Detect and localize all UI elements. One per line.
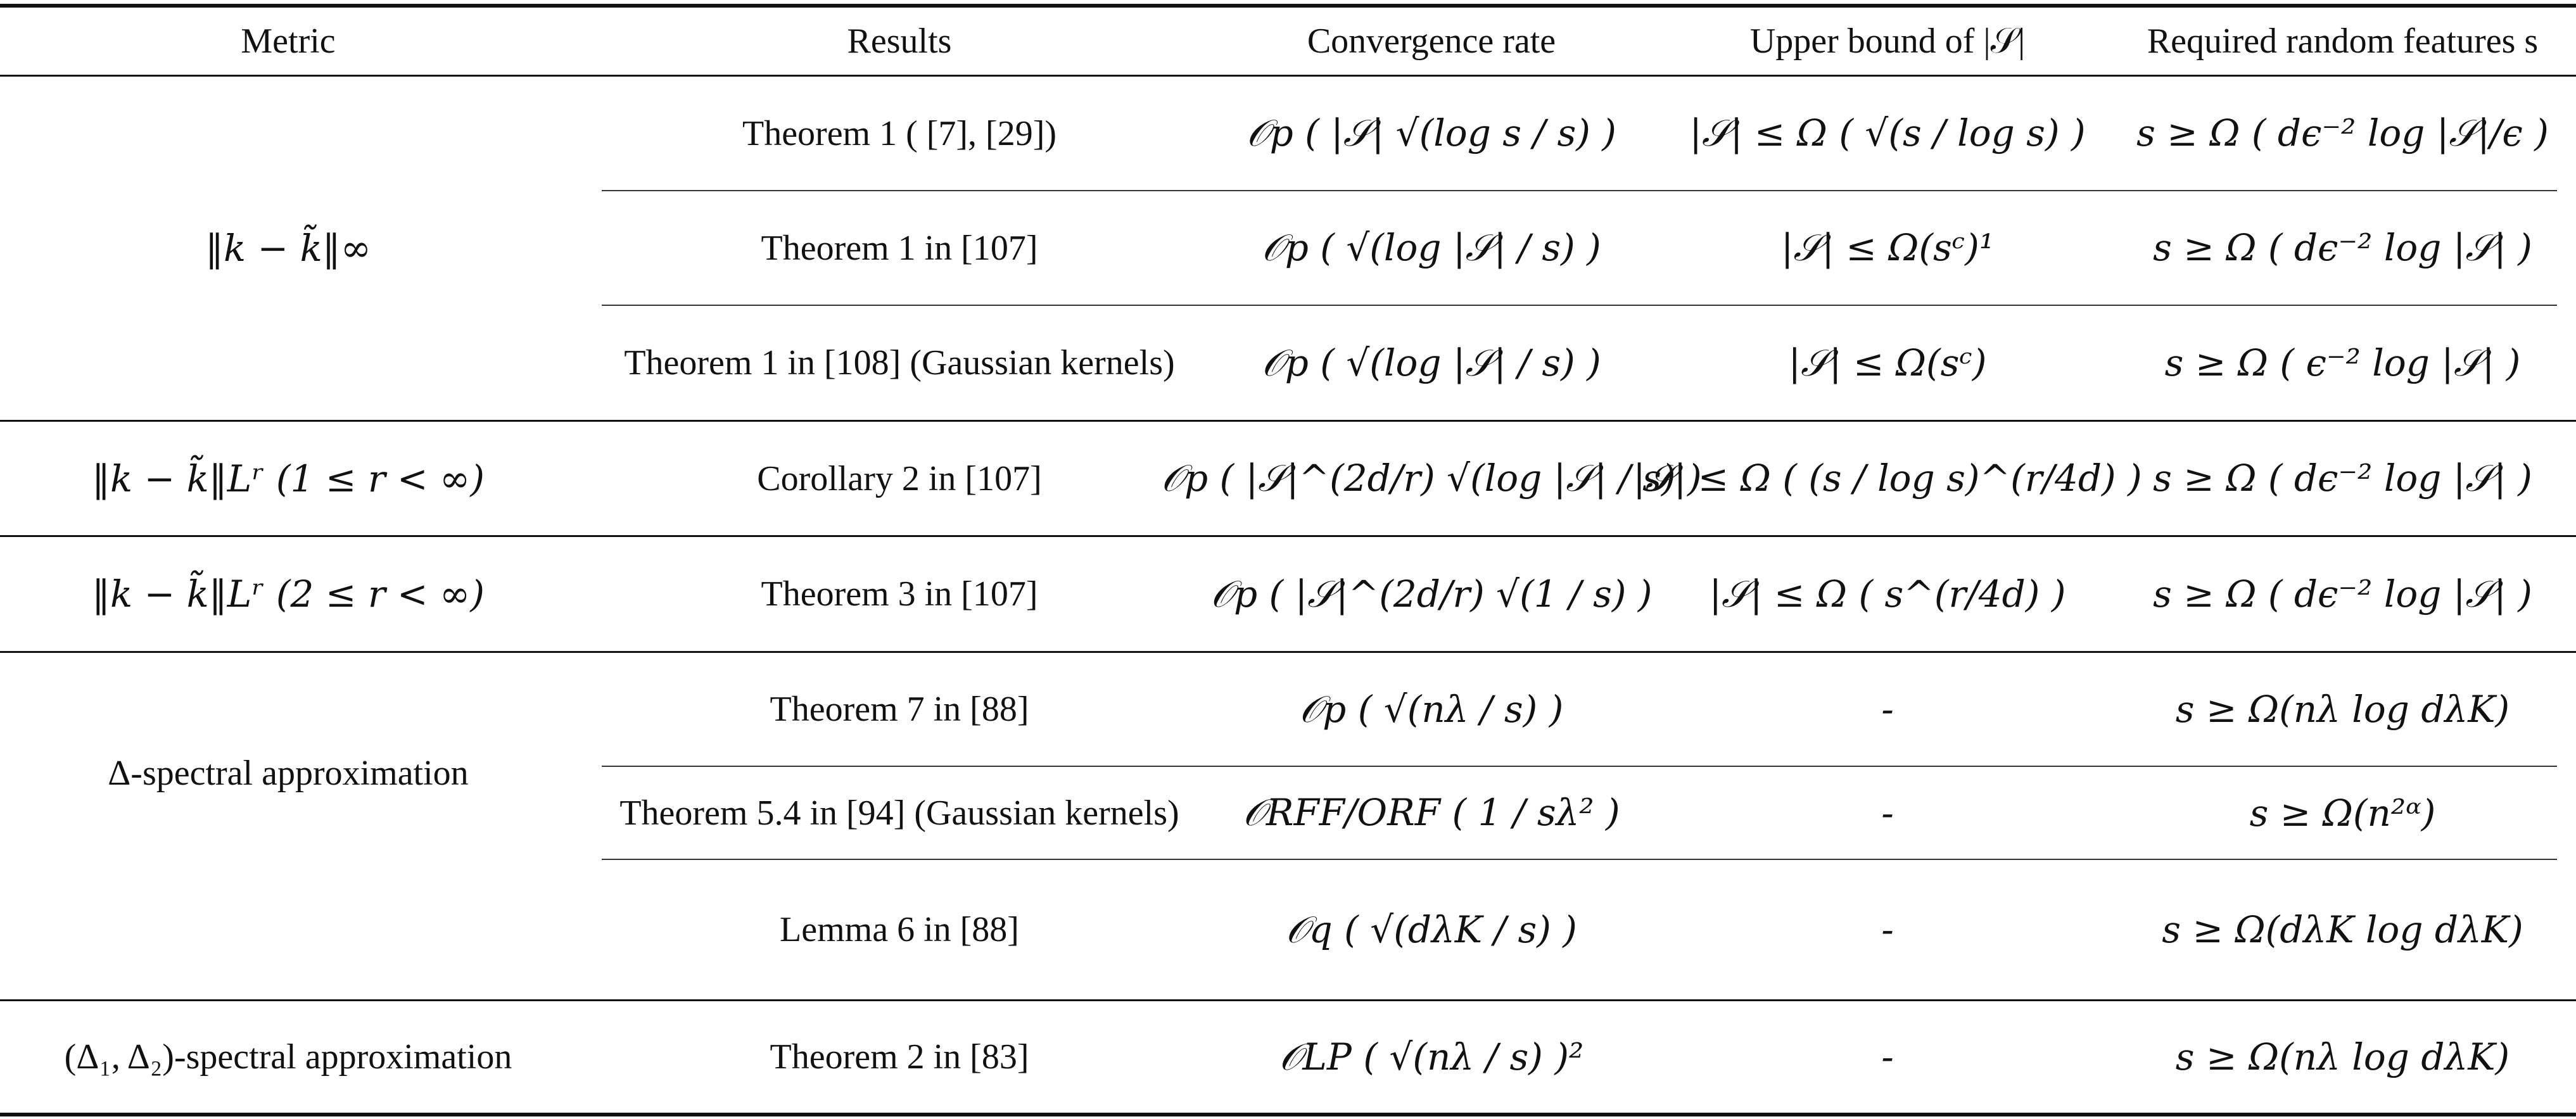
rate-cell: 𝒪p ( |𝒮|^(2d/r) √(1 / s) ) (1210, 572, 1653, 616)
rate-cell: 𝒪p ( √(log |𝒮| / s) ) (1262, 226, 1601, 269)
result-cell: Theorem 1 ( [7], [29]) (742, 113, 1056, 153)
metric-cell: (Δ₁, Δ₂)-spectral approximation (64, 1037, 512, 1077)
result-cell: Theorem 7 in [88] (770, 690, 1029, 729)
result-cell: Corollary 2 in [107] (757, 458, 1042, 498)
header-upper-bound: Upper bound of |𝒮| (1749, 21, 2026, 61)
features-cell: s ≥ Ω ( dϵ⁻² log |𝒮|/ϵ ) (2136, 111, 2549, 155)
bound-cell: |𝒮| ≤ Ω ( s^(r/4d) ) (1709, 572, 2066, 616)
result-cell: Theorem 1 in [108] (Gaussian kernels) (624, 343, 1175, 382)
header-metric: Metric (241, 22, 336, 61)
features-cell: s ≥ Ω ( dϵ⁻² log |𝒮| ) (2153, 572, 2532, 616)
bound-cell: |𝒮| ≤ Ω(sᶜ) (1788, 341, 1987, 384)
metric-cell: ‖k − k̃‖∞ (205, 227, 372, 270)
bottom-rule (0, 1113, 2576, 1116)
rate-cell: 𝒪LP ( √(nλ / s) )² (1279, 1035, 1584, 1078)
rate-cell: 𝒪q ( √(dλK / s) ) (1286, 907, 1577, 951)
bound-cell: - (1881, 908, 1894, 951)
rate-cell: 𝒪p ( √(log |𝒮| / s) ) (1262, 341, 1601, 384)
result-cell: Theorem 2 in [83] (770, 1037, 1029, 1077)
bound-cell: |𝒮| ≤ Ω(sᶜ)¹ (1780, 226, 1995, 269)
header-results: Results (847, 22, 952, 61)
bound-cell: |𝒮| ≤ Ω ( (s / log s)^(r/4d) ) (1633, 457, 2142, 500)
result-cell: Theorem 5.4 in [94] (Gaussian kernels) (619, 793, 1179, 833)
features-cell: s ≥ Ω ( ϵ⁻² log |𝒮| ) (2164, 341, 2521, 384)
metric-cell: Δ-spectral approximation (108, 754, 469, 793)
features-cell: s ≥ Ω(nλ log dλK) (2175, 688, 2510, 731)
features-cell: s ≥ Ω ( dϵ⁻² log |𝒮| ) (2153, 226, 2532, 269)
bound-cell: |𝒮| ≤ Ω ( √(s / log s) ) (1689, 111, 2086, 155)
metric-cell: ‖k − k̃‖Lʳ (1 ≤ r < ∞) (92, 457, 485, 500)
features-cell: s ≥ Ω(dλK log dλK) (2162, 908, 2523, 951)
header-random-features: Required random features s (2147, 22, 2539, 61)
result-cell: Theorem 3 in [107] (761, 574, 1038, 614)
rate-cell: 𝒪p ( √(nλ / s) ) (1299, 687, 1564, 731)
rate-cell: 𝒪RFF/ORF ( 1 / sλ² ) (1243, 791, 1620, 834)
rate-cell: 𝒪p ( |𝒮|^(2d/r) √(log |𝒮| / s) ) (1161, 457, 1702, 500)
metric-cell: ‖k − k̃‖Lʳ (2 ≤ r < ∞) (92, 572, 485, 616)
features-cell: s ≥ Ω(nλ log dλK) (2175, 1035, 2510, 1078)
result-cell: Theorem 1 in [107] (761, 228, 1038, 268)
rate-cell: 𝒪p ( |𝒮| √(log s / s) ) (1247, 111, 1616, 155)
features-cell: s ≥ Ω ( dϵ⁻² log |𝒮| ) (2153, 457, 2532, 500)
header-convergence-rate: Convergence rate (1307, 22, 1556, 61)
bound-cell: - (1881, 791, 1894, 835)
bound-cell: - (1881, 688, 1894, 731)
features-cell: s ≥ Ω(n²ᵅ) (2249, 791, 2436, 835)
result-cell: Lemma 6 in [88] (780, 910, 1019, 949)
bound-cell: - (1881, 1035, 1894, 1078)
